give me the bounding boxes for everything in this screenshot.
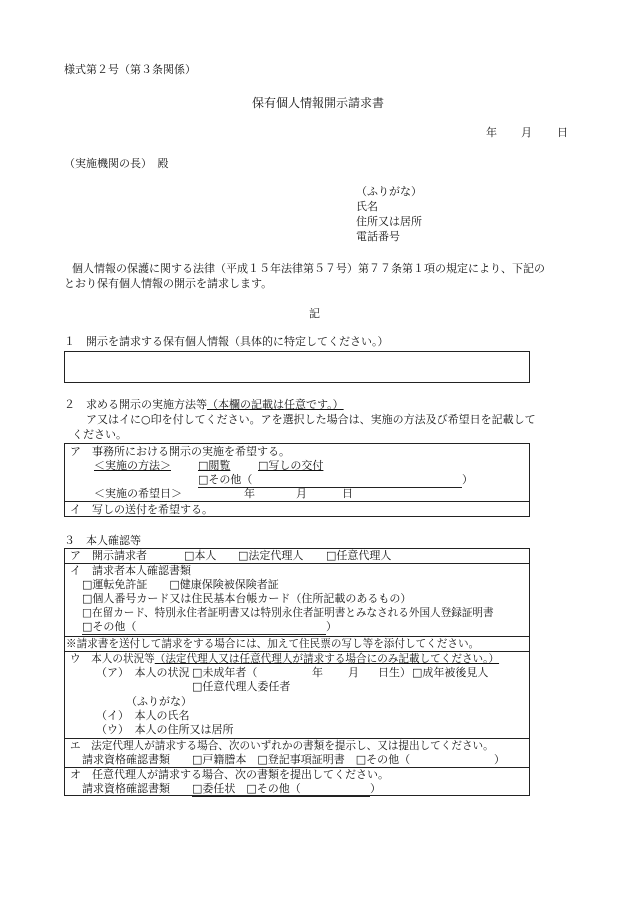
intro-line1: 個人情報の保護に関する法律（平成１５年法律第５７号）第７７条第１項の規定により、下記の <box>72 262 545 275</box>
option-a-label: ア 事務所における開示の実施を希望する。 <box>70 445 290 458</box>
date-month: 月 <box>521 126 532 139</box>
method-other-checkbox[interactable]: □その他（ <box>198 473 253 486</box>
ki-heading: 記 <box>309 307 320 320</box>
row-e-line2[interactable] <box>82 753 505 768</box>
method-other-line[interactable] <box>198 473 473 488</box>
row-i-label: イ 請求者本人確認書類 <box>70 564 191 577</box>
principal-name: （イ） 本人の氏名 <box>96 709 190 722</box>
row-u-label-note: （法定代理人又は任意代理人が請求する場合にのみ記載してください。） <box>154 653 500 665</box>
id-docs-other-line[interactable] <box>82 620 337 635</box>
id-docs-line3[interactable]: □在留カード、特別永住者証明書又は特別永住者証明書とみなされる外国人登録証明書 <box>82 607 494 619</box>
date-day: 日 <box>557 126 568 139</box>
status-minor-month: 月 <box>348 666 359 679</box>
mailing-notice: ※請求書を送付して請求をする場合には、加えて住民票の写し等を添付してください。 <box>66 638 480 650</box>
row-e-docs-options[interactable]: □戸籍謄本 □登記事項証明書 □その他（ <box>192 753 411 766</box>
section2-note-line1: ア又はイに○印を付してください。アを選択した場合は、実施の方法及び希望日を記載して <box>86 413 536 426</box>
form-number: 様式第２号（第３条関係） <box>64 63 196 76</box>
option-i-label: イ 写しの送付を希望する。 <box>70 503 213 516</box>
row-e-docs-label: 請求資格確認書類 <box>82 753 170 766</box>
addressee: （実施機関の長） 殿 <box>64 157 169 170</box>
status-adult-ward-checkbox[interactable]: □成年被後見人 <box>412 666 489 679</box>
date-year: 年 <box>486 126 497 139</box>
status-minor-birth: 日生） <box>378 666 411 679</box>
status-label: （ア） 本人の状況 <box>96 666 190 679</box>
status-agent-principal-checkbox[interactable]: □任意代理人委任者 <box>192 680 291 693</box>
row-o-line1: オ 任意代理人が請求する場合、次の書類を提出してください。 <box>70 768 389 781</box>
hope-month: 月 <box>296 487 307 500</box>
row-o-docs-label: 請求資格確認書類 <box>82 782 170 795</box>
id-docs-line2[interactable]: □個人番号カード又は住民基本台帳カード（住所記載のあるもの） <box>82 592 412 605</box>
status-minor-year: 年 <box>312 666 323 679</box>
row-e-docs-close: ） <box>494 753 505 766</box>
principal-address: （ウ） 本人の住所又は居所 <box>96 723 234 736</box>
section3-heading: ３ 本人確認等 <box>64 534 141 547</box>
principal-furigana: （ふりがな） <box>126 695 192 708</box>
requester-legal-checkbox[interactable]: □法定代理人 <box>238 549 304 562</box>
section2-note-line2: ください。 <box>72 428 127 441</box>
requester-voluntary-checkbox[interactable]: □任意代理人 <box>326 549 392 562</box>
row-u-label <box>70 652 499 666</box>
row-o-docs-options[interactable]: □委任状 □その他（ <box>192 782 301 795</box>
hope-day: 日 <box>342 487 353 500</box>
row-u-label-main: ウ 本人の状況等 <box>70 653 155 665</box>
requester-furigana: （ふりがな） <box>356 185 422 198</box>
method-label: ＜実施の方法＞ <box>94 459 171 472</box>
section1-heading: １ 開示を請求する保有個人情報（具体的に特定してください。） <box>64 335 389 348</box>
page-title: 保有個人情報開示請求書 <box>252 96 385 110</box>
hope-year: 年 <box>244 487 255 500</box>
row-a-label: ア 開示請求者 <box>70 549 147 562</box>
row-o-line2[interactable] <box>82 782 381 797</box>
id-docs-other-close: ） <box>326 620 337 633</box>
hope-date-line[interactable] <box>94 487 352 502</box>
intro-line2: とおり保有個人情報の開示を請求します。 <box>64 277 273 290</box>
section2-heading <box>64 398 344 412</box>
section2-heading-main: ２ 求める開示の実施方法等 <box>64 398 207 411</box>
status-minor-checkbox[interactable]: □未成年者（ <box>192 666 258 679</box>
requester-phone: 電話番号 <box>356 230 400 243</box>
row-e-line1: エ 法定代理人が請求する場合、次のいずれかの書類を提示し、又は提出してください。 <box>70 740 494 752</box>
hope-date-label: ＜実施の希望日＞ <box>94 487 182 500</box>
requester-address: 住所又は居所 <box>356 215 422 228</box>
id-docs-line1[interactable]: □運転免許証 □健康保険被保険者証 <box>82 578 279 591</box>
method-other-close: ） <box>462 473 473 486</box>
method-view-checkbox[interactable]: □閲覧 <box>198 459 231 472</box>
method-copy-checkbox[interactable]: □写しの交付 <box>258 459 324 472</box>
section1-input-box[interactable] <box>64 351 530 383</box>
requester-self-checkbox[interactable]: □本人 <box>184 549 217 562</box>
id-docs-other-checkbox[interactable]: □その他（ <box>82 620 137 633</box>
row-o-docs-close: ） <box>370 782 381 795</box>
requester-name: 氏名 <box>356 200 378 213</box>
section2-heading-note: （本欄の記載は任意です。） <box>207 398 344 411</box>
